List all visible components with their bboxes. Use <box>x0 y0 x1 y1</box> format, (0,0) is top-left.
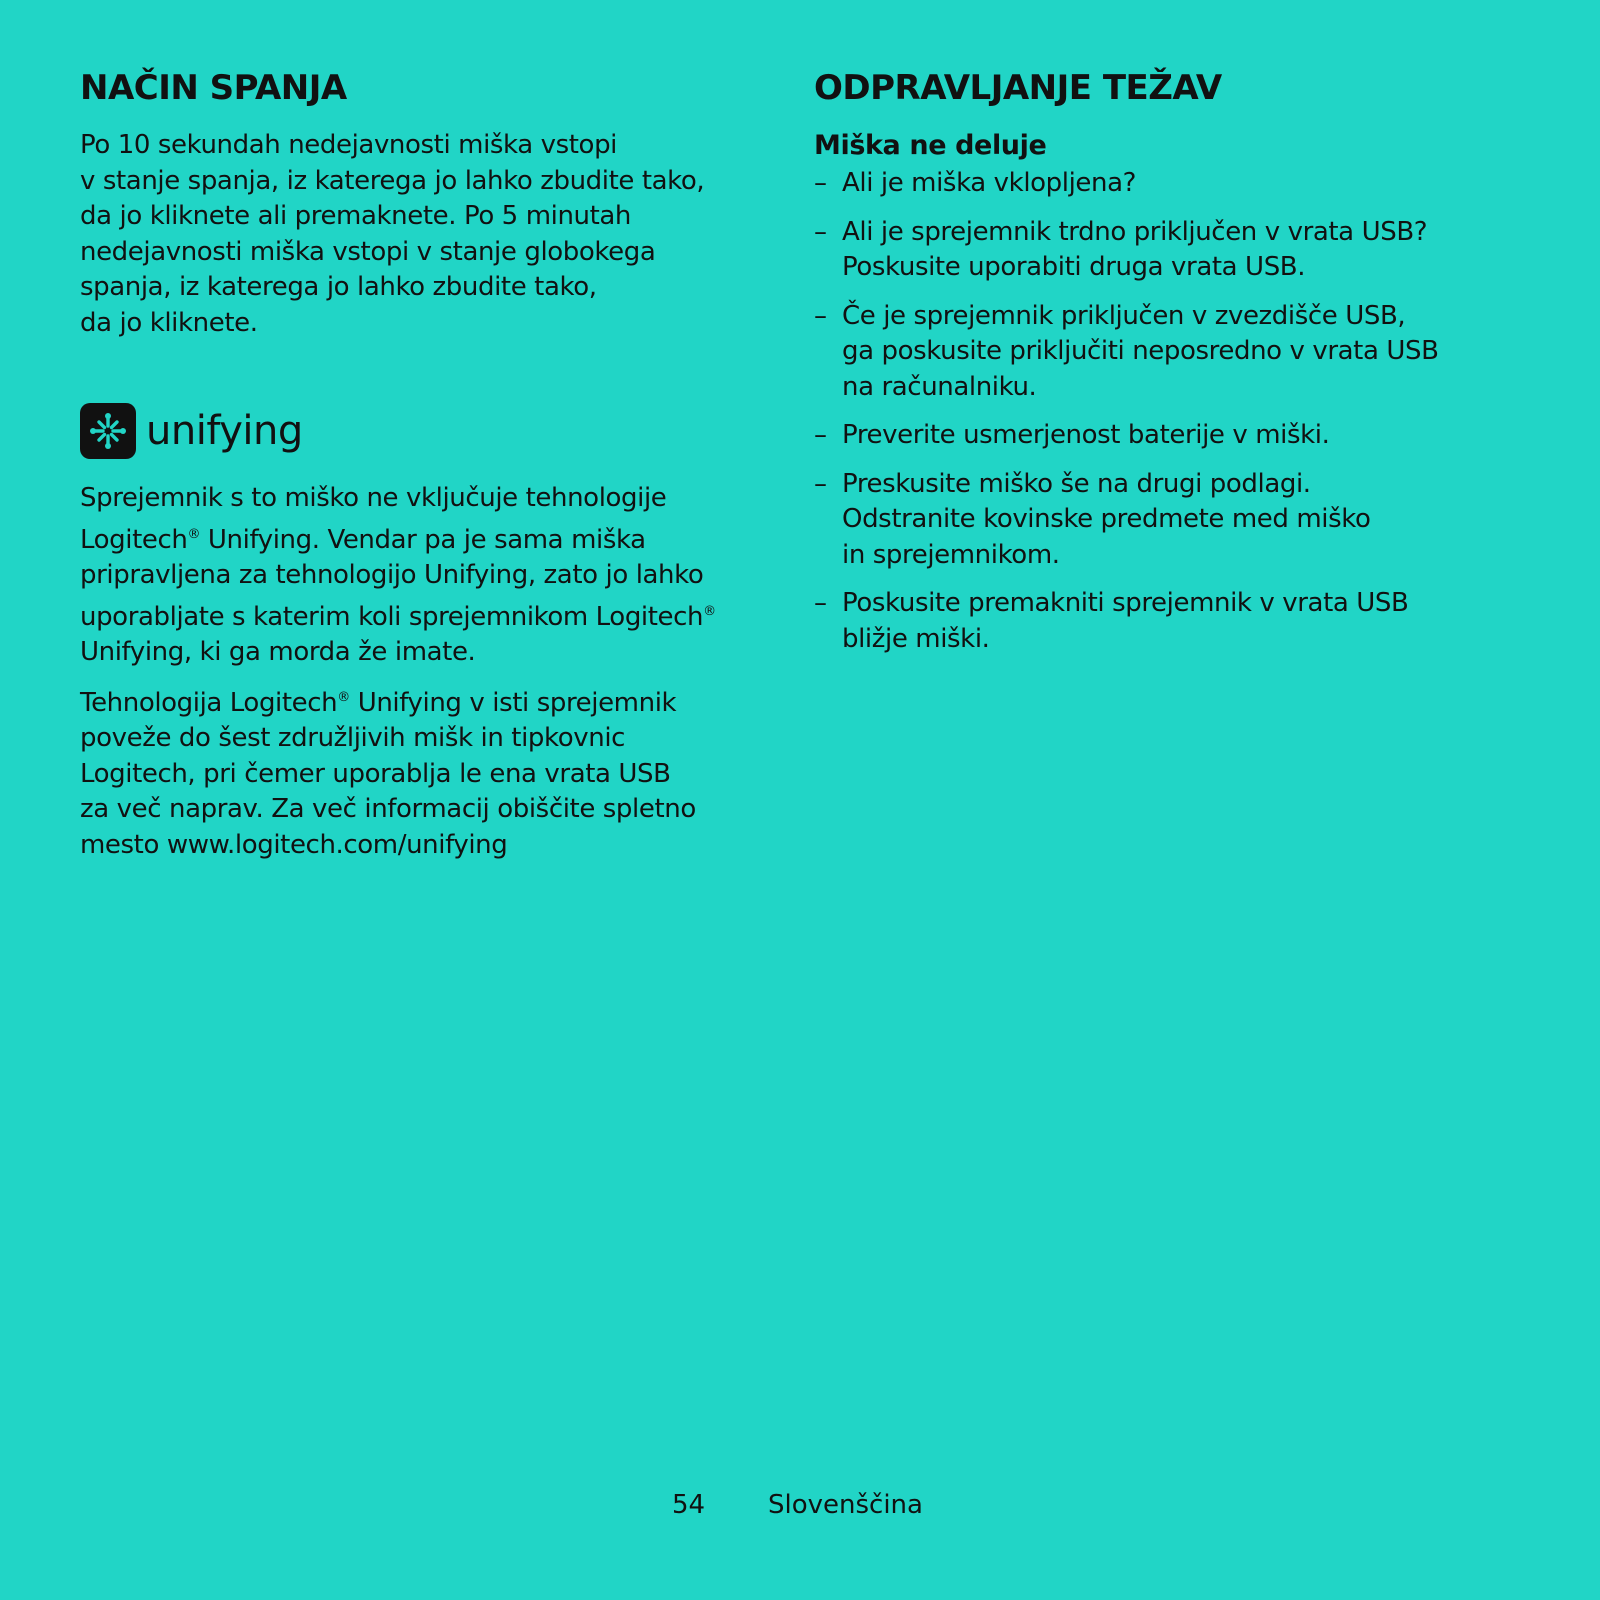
left-column <box>80 66 780 872</box>
footer-language: Slovenščina <box>768 1490 923 1520</box>
page-number: 54 <box>672 1490 706 1520</box>
unifying-icon <box>80 403 136 459</box>
list-item: – Ali je sprejemnik trdno priključen v vrata USB? Poskusite uporabiti druga vrata USB. <box>814 216 1428 283</box>
sleep-mode-heading: NAČIN SPANJA <box>80 68 347 108</box>
list-item: – Preskusite miško še na drugi podlagi. Odstranite kovinske predmete med miško in sprejemnikom. <box>814 468 1371 570</box>
list-item: – Če je sprejemnik priključen v zvezdišče USB, ga poskusite priključiti neposredno v vrata USB na računalniku. <box>814 300 1439 402</box>
list-item: – Preverite usmerjenost baterije v miški. <box>814 420 1330 451</box>
right-column <box>814 66 1514 670</box>
unifying-paragraph-2: Tehnologija Logitech® Unifying v isti sprejemnik poveže do šest združljivih mišk in tipkovnic Logitech, pri čemer uporablja le ena vrata USB za več naprav. Za več informacij obiščite spletno mesto www.logitech.com/unifying <box>80 687 696 860</box>
troubleshooting-subheading: Miška ne deluje <box>814 130 1047 162</box>
sleep-mode-text: Po 10 sekundah nedejavnosti miška vstopi v stanje spanja, iz katerega jo lahko zbudite tako, da jo kliknete ali premaknete. Po 5 minutah nedejavnosti miška vstopi v stanje globokega spanja, iz katerega jo lahko zbudite tako, da jo kliknete. <box>80 130 705 338</box>
list-item: – Poskusite premakniti sprejemnik v vrata USB bližje miški. <box>814 588 1409 654</box>
unifying-logo <box>80 403 780 459</box>
troubleshooting-heading: ODPRAVLJANJE TEŽAV <box>814 68 1222 108</box>
list-item: – Ali je miška vklopljena? <box>814 168 1137 199</box>
unifying-paragraph-1: Sprejemnik s to miško ne vključuje tehnologije Logitech® Unifying. Vendar pa je sama miška pripravljena za tehnologijo Unifying, zato jo lahko uporabljate s katerim koli sprejemnikom Logitech® Unifying, ki ga morda že imate. <box>80 483 716 668</box>
unifying-logo-text: unifying <box>146 408 303 455</box>
troubleshooting-list <box>814 166 1514 657</box>
